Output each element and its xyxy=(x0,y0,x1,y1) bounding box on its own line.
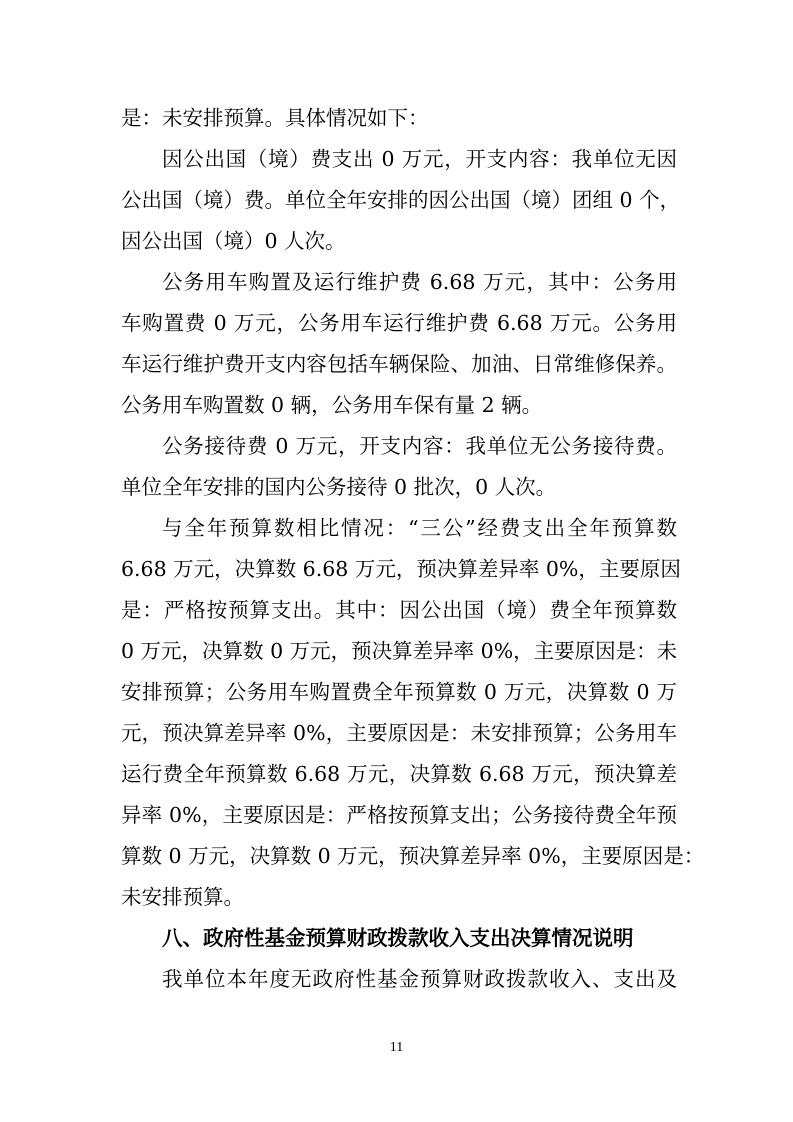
paragraph-line: 元，预决算差异率 0%，主要原因是：未安排预算；公务用车 xyxy=(121,721,677,745)
paragraph-line: 0 万元，决算数 0 万元，预决算差异率 0%，主要原因是：未 xyxy=(121,639,678,663)
page-number: 11 xyxy=(389,1040,404,1055)
paragraph-line: 异率 0%，主要原因是：严格按预算支出；公务接待费全年预 xyxy=(121,803,677,827)
paragraph-line: 公务用车购置数 0 辆，公务用车保有量 2 辆。 xyxy=(121,393,543,417)
paragraph-line: 6.68 万元，决算数 6.68 万元，预决算差异率 0%，主要原因 xyxy=(121,557,681,581)
paragraph-line: 我单位本年度无政府性基金预算财政拨款收入、支出及 xyxy=(162,967,677,991)
paragraph-line: 公出国（境）费。单位全年安排的因公出国（境）团组 0 个， xyxy=(121,188,681,212)
paragraph-line: 公务接待费 0 万元，开支内容：我单位无公务接待费。 xyxy=(162,434,677,458)
paragraph-line: 是：严格按预算支出。其中：因公出国（境）费全年预算数 xyxy=(121,598,677,622)
paragraph-line: 未安排预算。 xyxy=(121,885,244,909)
paragraph-line: 是：未安排预算。具体情况如下： xyxy=(121,106,429,130)
paragraph-line: 车购置费 0 万元，公务用车运行维护费 6.68 万元。公务用 xyxy=(121,311,677,335)
paragraph-line: 与全年预算数相比情况：“三公”经费支出全年预算数 xyxy=(162,516,677,540)
paragraph-line: 因公出国（境）费支出 0 万元，开支内容：我单位无因 xyxy=(162,147,677,171)
paragraph-line: 单位全年安排的国内公务接待 0 批次，0 人次。 xyxy=(121,475,557,499)
paragraph-line: 公务用车购置及运行维护费 6.68 万元，其中：公务用 xyxy=(162,270,677,294)
paragraph-line: 运行费全年预算数 6.68 万元，决算数 6.68 万元，预决算差 xyxy=(121,762,677,786)
section-heading: 八、政府性基金预算财政拨款收入支出决算情况说明 xyxy=(162,926,634,950)
paragraph-line: 算数 0 万元，决算数 0 万元，预决算差异率 0%，主要原因是： xyxy=(121,844,705,868)
paragraph-line: 车运行维护费开支内容包括车辆保险、加油、日常维修保养。 xyxy=(121,352,677,376)
document-body xyxy=(121,98,705,1000)
paragraph-line: 因公出国（境）0 人次。 xyxy=(121,229,346,253)
paragraph-line: 安排预算；公务用车购置费全年预算数 0 万元，决算数 0 万 xyxy=(121,680,677,704)
